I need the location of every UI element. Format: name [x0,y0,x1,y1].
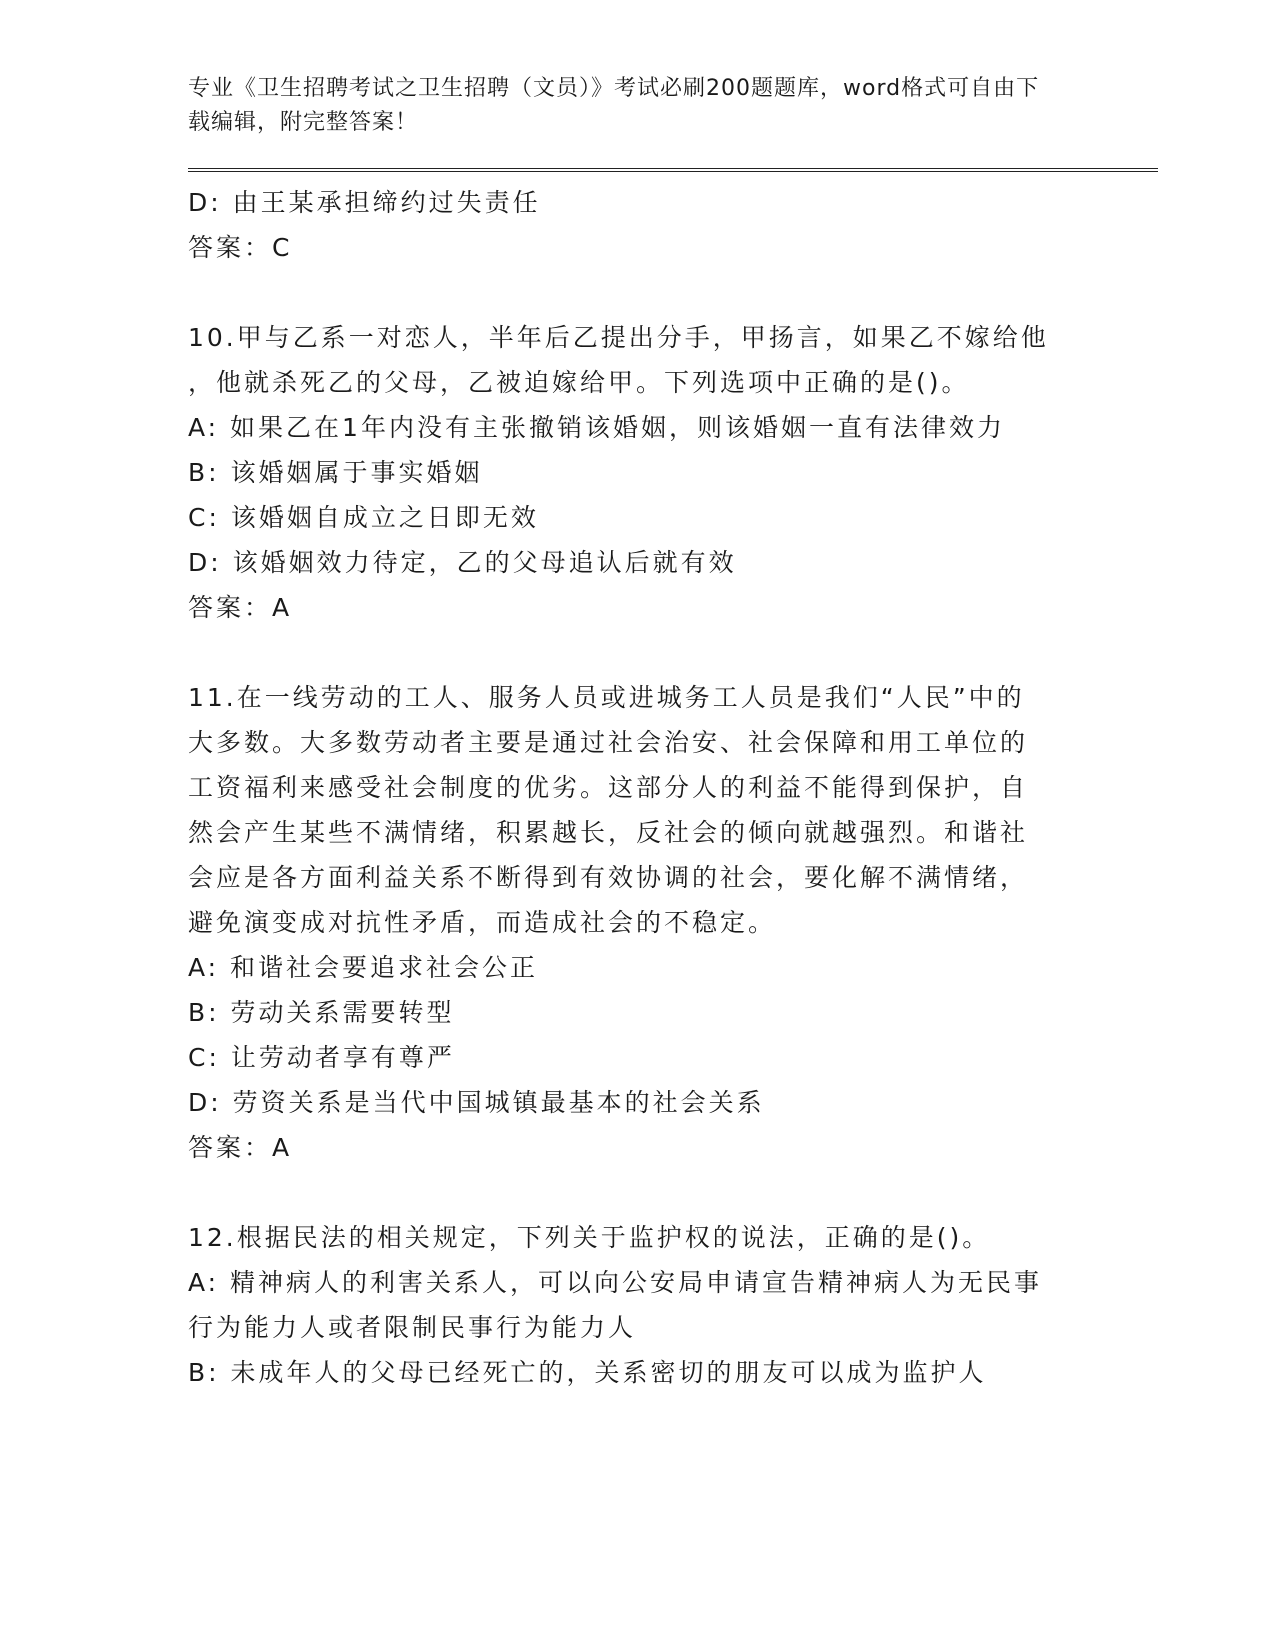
option-b: B: 该婚姻属于事实婚姻 [188,458,483,487]
option-d: D: 该婚姻效力待定，乙的父母追认后就有效 [188,548,737,577]
question-12 [188,1215,1068,1395]
option-c: C: 该婚姻自成立之日即无效 [188,503,539,532]
question-text-line: 避免演变成对抗性矛盾，而造成社会的不稳定。 [188,908,777,937]
answer-line: 答案：C [188,233,293,262]
option-a: A: 精神病人的利害关系人，可以向公安局申请宣告精神病人为无民事 [188,1268,1043,1297]
document-page [188,72,1148,1395]
answer-line: 答案：A [188,593,293,622]
document-body [188,180,1068,1395]
option-c: C: 让劳动者享有尊严 [188,1043,455,1072]
option-d: D: 劳资关系是当代中国城镇最基本的社会关系 [188,1088,765,1117]
question-text-line: 10.甲与乙系一对恋人，半年后乙提出分手，甲扬言，如果乙不嫁给他 [188,323,1049,352]
question-11 [188,675,1068,1170]
option-b: B: 未成年人的父母已经死亡的，关系密切的朋友可以成为监护人 [188,1358,987,1387]
question-text-line: 会应是各方面利益关系不断得到有效协调的社会，要化解不满情绪， [188,863,1029,892]
option-a: A: 如果乙在1年内没有主张撤销该婚姻，则该婚姻一直有法律效力 [188,413,1005,442]
question-10 [188,315,1068,630]
question-text-line: 工资福利来感受社会制度的优劣。这部分人的利益不能得到保护，自 [188,773,1029,802]
question-text-line: 11.在一线劳动的工人、服务人员或进城务工人员是我们“人民”中的 [188,683,1025,712]
answer-line: 答案：A [188,1133,293,1162]
question-text-line: ，他就杀死乙的父母，乙被迫嫁给甲。下列选项中正确的是()。 [188,368,970,397]
question-text-line: 然会产生某些不满情绪，积累越长，反社会的倾向就越强烈。和谐社 [188,818,1029,847]
question-text-line: 大多数。大多数劳动者主要是通过社会治安、社会保障和用工单位的 [188,728,1029,757]
document-header: 专业《卫生招聘考试之卫生招聘（文员）》考试必刷200题题库，word格式可自由下载编辑，附完整答案！ [188,76,1040,135]
option-d: D: 由王某承担缔约过失责任 [188,188,541,217]
option-a-continued: 行为能力人或者限制民事行为能力人 [188,1313,637,1342]
option-b: B: 劳动关系需要转型 [188,998,455,1027]
option-a: A: 和谐社会要追求社会公正 [188,953,539,982]
question-text-line: 12.根据民法的相关规定，下列关于监护权的说法，正确的是()。 [188,1223,991,1252]
header-divider [188,168,1158,172]
